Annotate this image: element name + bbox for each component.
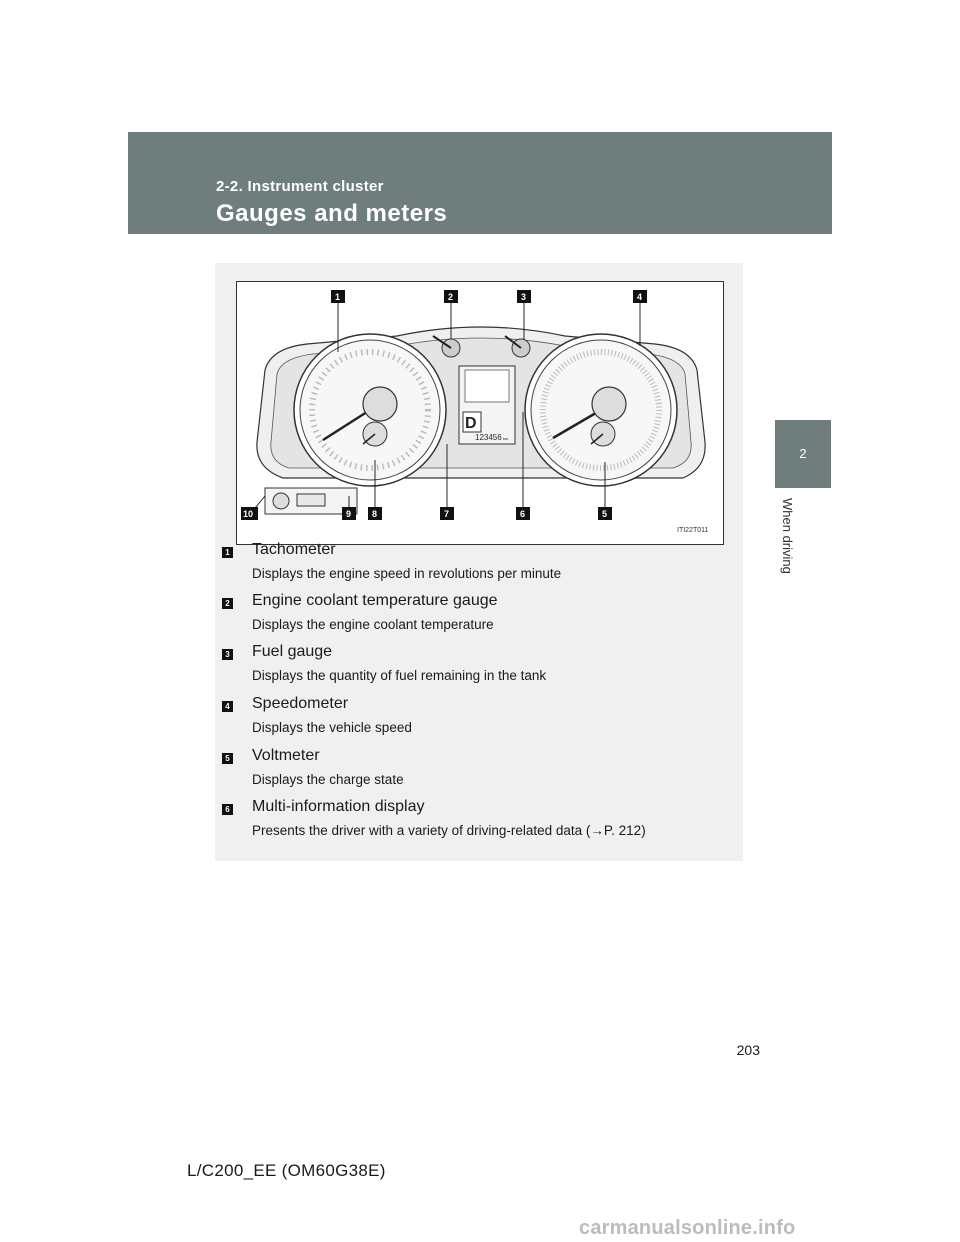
item-title: Engine coolant temperature gauge — [252, 592, 498, 609]
callout-2: 2 — [448, 292, 454, 302]
odometer-readout: 123456 — [475, 433, 502, 442]
item-description: Displays the charge state — [252, 772, 404, 787]
item-description: Displays the quantity of fuel remaining in the tank — [252, 668, 547, 683]
item-description: Displays the engine coolant temperature — [252, 617, 494, 632]
instrument-cluster-figure — [236, 281, 724, 545]
callout-10: 10 — [243, 509, 254, 519]
item-number-badge: 5 — [222, 753, 233, 764]
callout-4: 4 — [637, 292, 643, 302]
header-band — [128, 132, 832, 234]
item-number-badge: 2 — [222, 598, 233, 609]
watermark-link[interactable]: carmanualsonline.info — [579, 1217, 796, 1239]
callout-3: 3 — [521, 292, 527, 302]
figure-id: ITI22T011 — [677, 527, 709, 534]
callout-1: 1 — [335, 292, 341, 302]
item-description: Displays the vehicle speed — [252, 720, 412, 735]
page-title: Gauges and meters — [216, 200, 448, 227]
callout-7: 7 — [444, 509, 450, 519]
item-title: Speedometer — [252, 695, 349, 712]
item-title: Tachometer — [252, 541, 336, 558]
item-number-badge: 3 — [222, 649, 233, 660]
tachometer-dial — [294, 334, 446, 486]
item-title: Voltmeter — [252, 747, 320, 764]
chapter-tab[interactable] — [775, 420, 831, 488]
speedometer-dial — [525, 334, 677, 486]
callout-9: 9 — [346, 509, 352, 519]
section-label: 2-2. Instrument cluster — [216, 178, 384, 195]
content-box — [215, 263, 743, 861]
item-description: Presents the driver with a variety of driving-related data (→P. 212) — [252, 823, 646, 838]
item-number-badge: 1 — [222, 547, 233, 558]
chapter-number: 2 — [799, 446, 807, 461]
odometer-unit: km — [503, 436, 509, 441]
gear-indicator: D — [465, 415, 477, 432]
item-description: Displays the engine speed in revolutions per minute — [252, 566, 562, 581]
item-number-badge: 6 — [222, 804, 233, 815]
item-title: Fuel gauge — [252, 643, 333, 660]
callout-8: 8 — [372, 509, 378, 519]
page-number: 203 — [736, 1042, 760, 1058]
instrument-cluster-illustration — [237, 282, 725, 546]
multi-information-display — [459, 366, 515, 444]
callout-6: 6 — [520, 509, 526, 519]
callout-5: 5 — [602, 509, 608, 519]
item-number-badge: 4 — [222, 701, 233, 712]
document-code: L/C200_EE (OM60G38E) — [187, 1161, 386, 1180]
chapter-side-label: When driving — [780, 498, 795, 574]
item-title: Multi-information display — [252, 798, 425, 815]
